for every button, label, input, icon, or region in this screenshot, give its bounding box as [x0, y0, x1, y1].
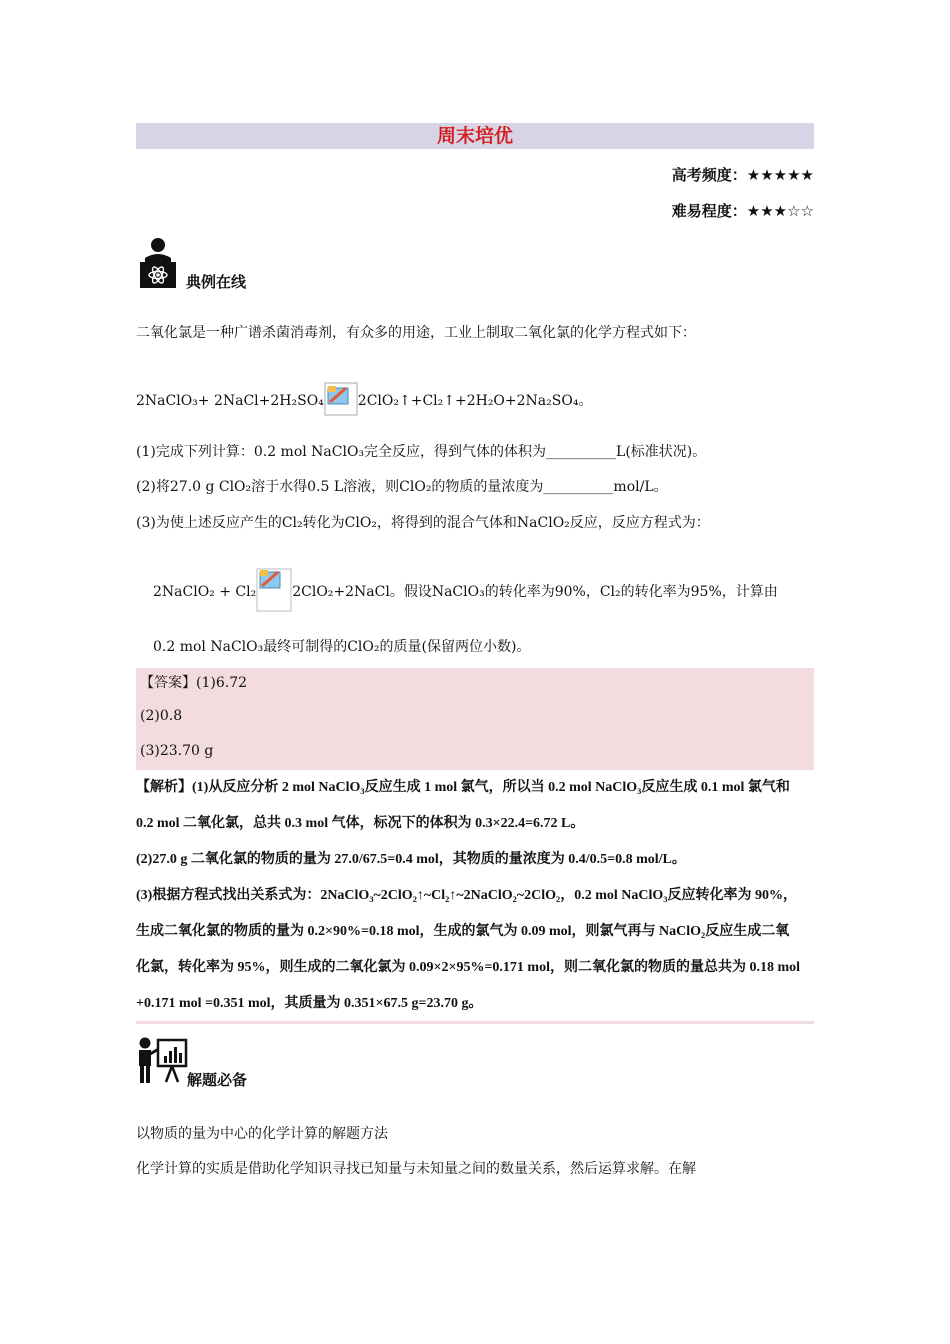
explanation-line-5: 生成二氧化氯的物质的量为 0.2×90%=0.18 mol，生成的氯气为 0.09 mol，则氯气再与 NaClO₂反应生成二氧: [136, 924, 790, 939]
answer-line-2: (2)0.8: [140, 708, 183, 724]
answer-line-3: (3)23.70 g: [140, 743, 214, 759]
broken-image-icon-2: [256, 568, 292, 616]
explanation-line-4: (3)根据方程式找出关系式为：2NaClO₃~2ClO₂↑~Cl₂↑~2NaClO₂~2ClO₂，0.2 mol NaClO₃反应转化率为 90%，: [136, 888, 797, 903]
question-2: (2)将27.0 g ClO₂溶于水得0.5 L溶液，则ClO₂的物质的量浓度为__________mol/L。: [136, 479, 668, 495]
equation-2: [153, 568, 778, 616]
lecturer-icon: [137, 236, 179, 290]
equation-1: [136, 382, 592, 420]
section-heading-examples: 典例在线: [186, 273, 247, 291]
explanation-line-1: 【解析】(1)从反应分析 2 mol NaClO₃反应生成 1 mol 氯气，所以当 0.2 mol NaClO₃反应生成 0.1 mol 氯气和: [136, 780, 790, 795]
question-3: (3)为使上述反应产生的Cl₂转化为ClO₂，将得到的混合气体和NaClO₂反应，反应方程式为：: [136, 515, 710, 531]
explanation-line-7: +0.171 mol =0.351 mol，其质量为 0.351×67.5 g=23.70 g。: [136, 996, 483, 1011]
page-title: 周末培优: [436, 125, 513, 147]
equation-2-right: 2ClO₂+2NaCl。假设NaClO₃的转化率为90%，Cl₂的转化率为95%，计算由: [292, 584, 778, 600]
divider: [136, 1021, 814, 1024]
answer-line-1: 【答案】(1)6.72: [140, 675, 248, 691]
explanation-line-6: 化氯，转化率为 95%，则生成的二氧化氯为 0.09×2×95%=0.171 mol，则二氧化氯的物质的量总共为 0.18 mol: [136, 960, 801, 975]
section-heading-essentials: 解题必备: [187, 1071, 248, 1089]
exam-frequency: 高考频度：★★★★★: [671, 166, 814, 184]
explanation: [136, 770, 898, 1022]
difficulty-level: 难易程度：★★★☆☆: [671, 202, 814, 220]
equation-1-right: 2ClO₂↑+Cl₂↑+2H₂O+2Na₂SO₄。: [357, 393, 593, 409]
question-3-tail: 0.2 mol NaClO₃最终可制得的ClO₂的质量(保留两位小数)。: [153, 639, 531, 655]
tip-body: 化学计算的实质是借助化学知识寻找已知量与未知量之间的数量关系，然后运算求解。在解: [136, 1161, 696, 1177]
broken-image-icon: [324, 382, 358, 420]
presenter-chart-icon: [136, 1036, 188, 1084]
question-intro: 二氧化氯是一种广谱杀菌消毒剂，有众多的用途，工业上制取二氧化氯的化学方程式如下：: [136, 325, 696, 341]
equation-1-left: 2NaClO₃+ 2NaCl+2H₂SO₄: [136, 393, 324, 409]
tip-title: 以物质的量为中心的化学计算的解题方法: [136, 1126, 388, 1142]
title-bar: [136, 123, 814, 149]
question-1: (1)完成下列计算：0.2 mol NaClO₃完全反应，得到气体的体积为__________L(标准状况)。: [136, 444, 707, 460]
equation-2-left: 2NaClO₂ + Cl₂: [153, 584, 257, 600]
explanation-line-2: 0.2 mol 二氧化氯，总共 0.3 mol 气体，标况下的体积为 0.3×22.4=6.72 L。: [136, 816, 585, 831]
explanation-line-3: (2)27.0 g 二氧化氯的物质的量为 27.0/67.5=0.4 mol，其物质的量浓度为 0.4/0.5=0.8 mol/L。: [136, 852, 686, 867]
